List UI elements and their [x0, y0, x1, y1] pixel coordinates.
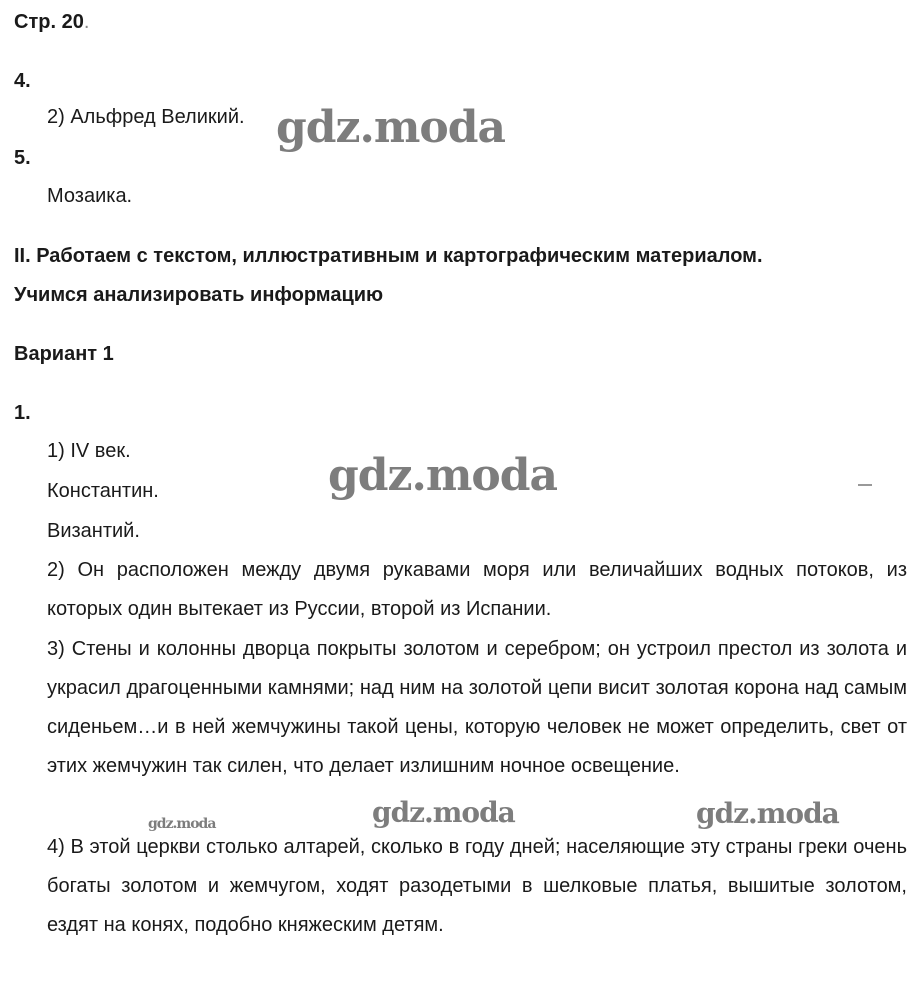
section-title-line1: II. Работаем с текстом, иллюстративным и картографическим материалом. — [14, 245, 763, 267]
section-title-line2: Учимся анализировать информацию — [14, 284, 384, 306]
page-number-text: Стр. 20 — [14, 11, 84, 33]
watermark-logo: gdz.moda — [328, 450, 558, 501]
answer-4-paragraph: 4) В этой церкви столько алтарей, сколько в году дней; населяющие эту страны греки очень богаты золотом и жемчугом, ходят разодетыми в шелковые платья, вышитые золотом, ездят на конях, подобно княжеским детям. — [47, 836, 907, 936]
question-4-number: 4. — [14, 70, 31, 92]
question-5-answer: Мозаика. — [47, 185, 133, 207]
page-number — [14, 11, 89, 34]
page-number-dot: . — [83, 11, 90, 33]
watermark-logo: gdz.moda — [372, 796, 515, 829]
answer-2-paragraph: 2) Он расположен между двумя рукавами моря или величайших водных потоков, из которых один вытекает из Руссии, второй из Испании. — [47, 559, 907, 620]
watermark-logo: gdz.moda — [696, 797, 839, 830]
watermark-logo: gdz.moda — [276, 102, 506, 153]
question-4-answer: 2) Альфред Великий. — [47, 106, 245, 128]
answer-1-line3: Византий. — [47, 520, 140, 542]
stray-mark — [858, 484, 872, 486]
question-5-number: 5. — [14, 147, 31, 169]
watermark-logo: gdz.moda — [148, 816, 216, 832]
answer-1-line1: 1) IV век. — [47, 440, 131, 462]
answer-1-line2: Константин. — [47, 480, 159, 502]
answer-3-paragraph: 3) Стены и колонны дворца покрыты золотом и серебром; он устроил престол из золота и украсил драгоценными камнями; над ним на золотой цепи висит золотая корона над самым сиденьем…и в ней жемчужины такой цены, которую человек не может определить, свет от этих жемчужин так силен, что делает излишним ночное освещение. — [47, 638, 907, 777]
variant-heading: Вариант 1 — [14, 343, 114, 365]
question-1-number: 1. — [14, 402, 31, 424]
